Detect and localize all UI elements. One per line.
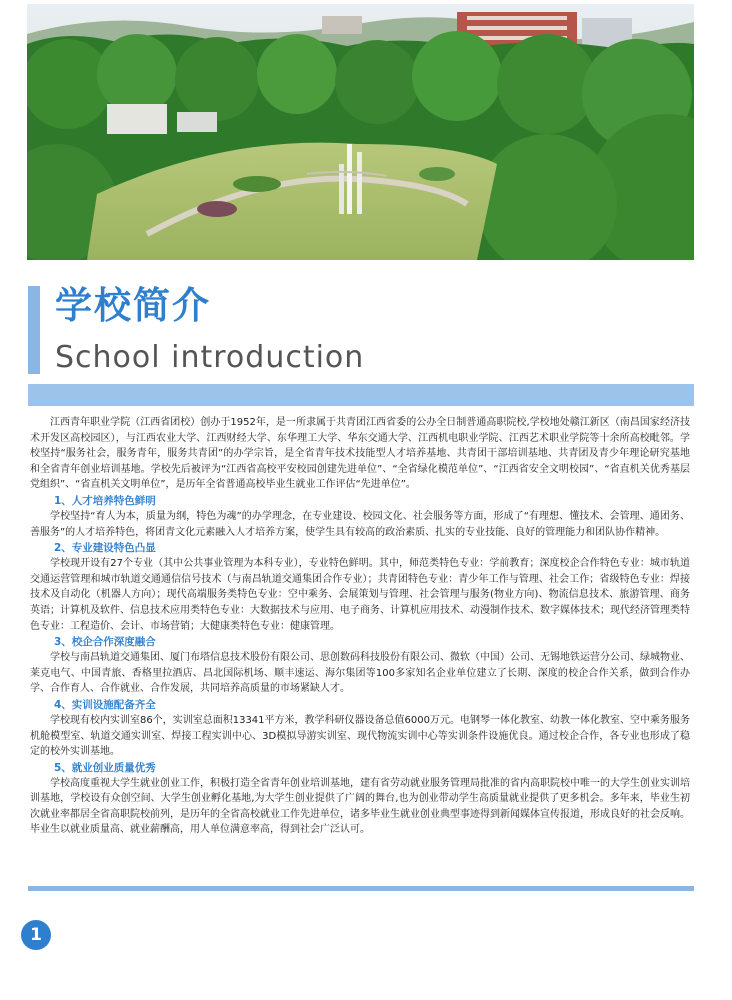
section-heading: 1、人才培养特色鲜明 [54, 494, 156, 507]
section-heading: 3、校企合作深度融合 [54, 636, 156, 649]
section-heading: 2、专业建设特色凸显 [54, 542, 156, 555]
page-title: 学校简介 [55, 284, 211, 327]
page-subtitle: School introduction [55, 340, 365, 375]
header-divider-band [28, 384, 694, 406]
intro-paragraph: 江西青年职业学院（江西省团校）创办于1952年，是一所隶属于共青团江西省委的公办全日制普通高职院校,学校地处赣江新区（南昌国家经济技术开发区高校园区），与江西农业大学、江西财经大学、东华理工大学、华东交通大学、江西机电职业学院、江西艺术职业学院等十余所高校毗邻。学校坚持“服务社会，服务青年，服务共青团”的办学宗旨，是全省青年技术技能型人才培养基地、共青团干部培训基地、共青团及青少年理论研究基地和全省青年创业培训基地。学校先后被评为“江西省高校平安校园创建先进单位”、“全省绿化模范单位”、“江西省安全文明校园”、“省直机关优秀基层党组织”、“省直机关文明单位”，是历年全省普通高校毕业生就业工作评估“先进单位”。 [30, 417, 690, 491]
section-paragraph: 学校现有校内实训室86个，实训室总面积13341平方米，教学科研仪器设备总值6000万元。电钢琴一体化教室、幼教一体化教室、空中乘务服务机舱模型室、轨道交通实训室、焊接工程实训中心、3D模拟导游实训室、现代物流实训中心等实训条件设施优良。通过校企合作，各专业也形成了稳定的校外实训基地。 [30, 714, 690, 758]
campus-aerial-photo [27, 4, 694, 260]
section-heading: 4、实训设施配备齐全 [54, 698, 156, 711]
footer-divider [28, 886, 694, 891]
title-accent-bar [28, 286, 40, 374]
section-paragraph: 学校现开设有27个专业（其中公共事业管理为本科专业），专业特色鲜明。其中，师范类特色专业：学前教育；深度校企合作特色专业：城市轨道交通运营管理和城市轨道交通通信信号技术（与南昌轨道交通集团合作专业）；共青团特色专业：青少年工作与管理、社会工作；省级特色专业：焊接技术及自动化（机器人方向）；现代高端服务类特色专业：空中乘务、会展策划与管理、社会管理与服务(物业方向)、物流信息技术、旅游管理、商务英语；计算机及软件、信息技术应用类特色专业：大数据技术与应用、电子商务、计算机应用技术、动漫制作技术、数字媒体技术；现代经济管理类特色专业：工程造价、会计、市场营销；大健康类特色专业：健康管理。 [30, 558, 690, 632]
section-paragraph: 学校高度重视大学生就业创业工作，积极打造全省青年创业培训基地，建有省劳动就业服务管理局批准的省内高职院校中唯一的大学生创业实训培训基地，学校设有众创空间、大学生创业孵化基地,为大学生创业提供了广阔的舞台,也为创业带动学生高质量就业提供了更多机会。多年来，毕业生初次就业率都居全省高职院校前列，是历年的全省高校就业工作先进单位，诸多毕业生就业创业典型事迹得到新闻媒体宣传报道，形成良好的社会反响。毕业生以就业质量高、就业薪酬高，用人单位满意率高，得到社会广泛认可。 [30, 777, 690, 836]
page-number-badge: 1 [21, 920, 51, 950]
section-paragraph: 学校与南昌轨道交通集团、厦门布塔信息技术股份有限公司、思创数码科技股份有限公司、微软（中国）公司、无锡地铁运营分公司、绿城物业、莱克电气、中国青旅、香格里拉酒店、昌北国际机场、顺丰速运、海尔集团等100多家知名企业单位建立了长期、深度的校企合作关系，做到合作办学、合作育人、合作就业、合作发展，共同培养高质量的市场紧缺人才。 [30, 652, 690, 695]
article-body [30, 415, 690, 838]
section-heading: 5、就业创业质量优秀 [54, 761, 156, 774]
section-paragraph: 学校坚持“育人为本，质量为纲，特色为魂”的办学理念，在专业建设、校园文化、社会服务等方面，形成了“有理想、懂技术、会管理、通团务、善服务”的人才培养特色，将团青文化元素融入人才培养方案，使学生具有较高的政治素质、扎实的专业技能、良好的管理能力和团队协作精神。 [30, 510, 690, 538]
